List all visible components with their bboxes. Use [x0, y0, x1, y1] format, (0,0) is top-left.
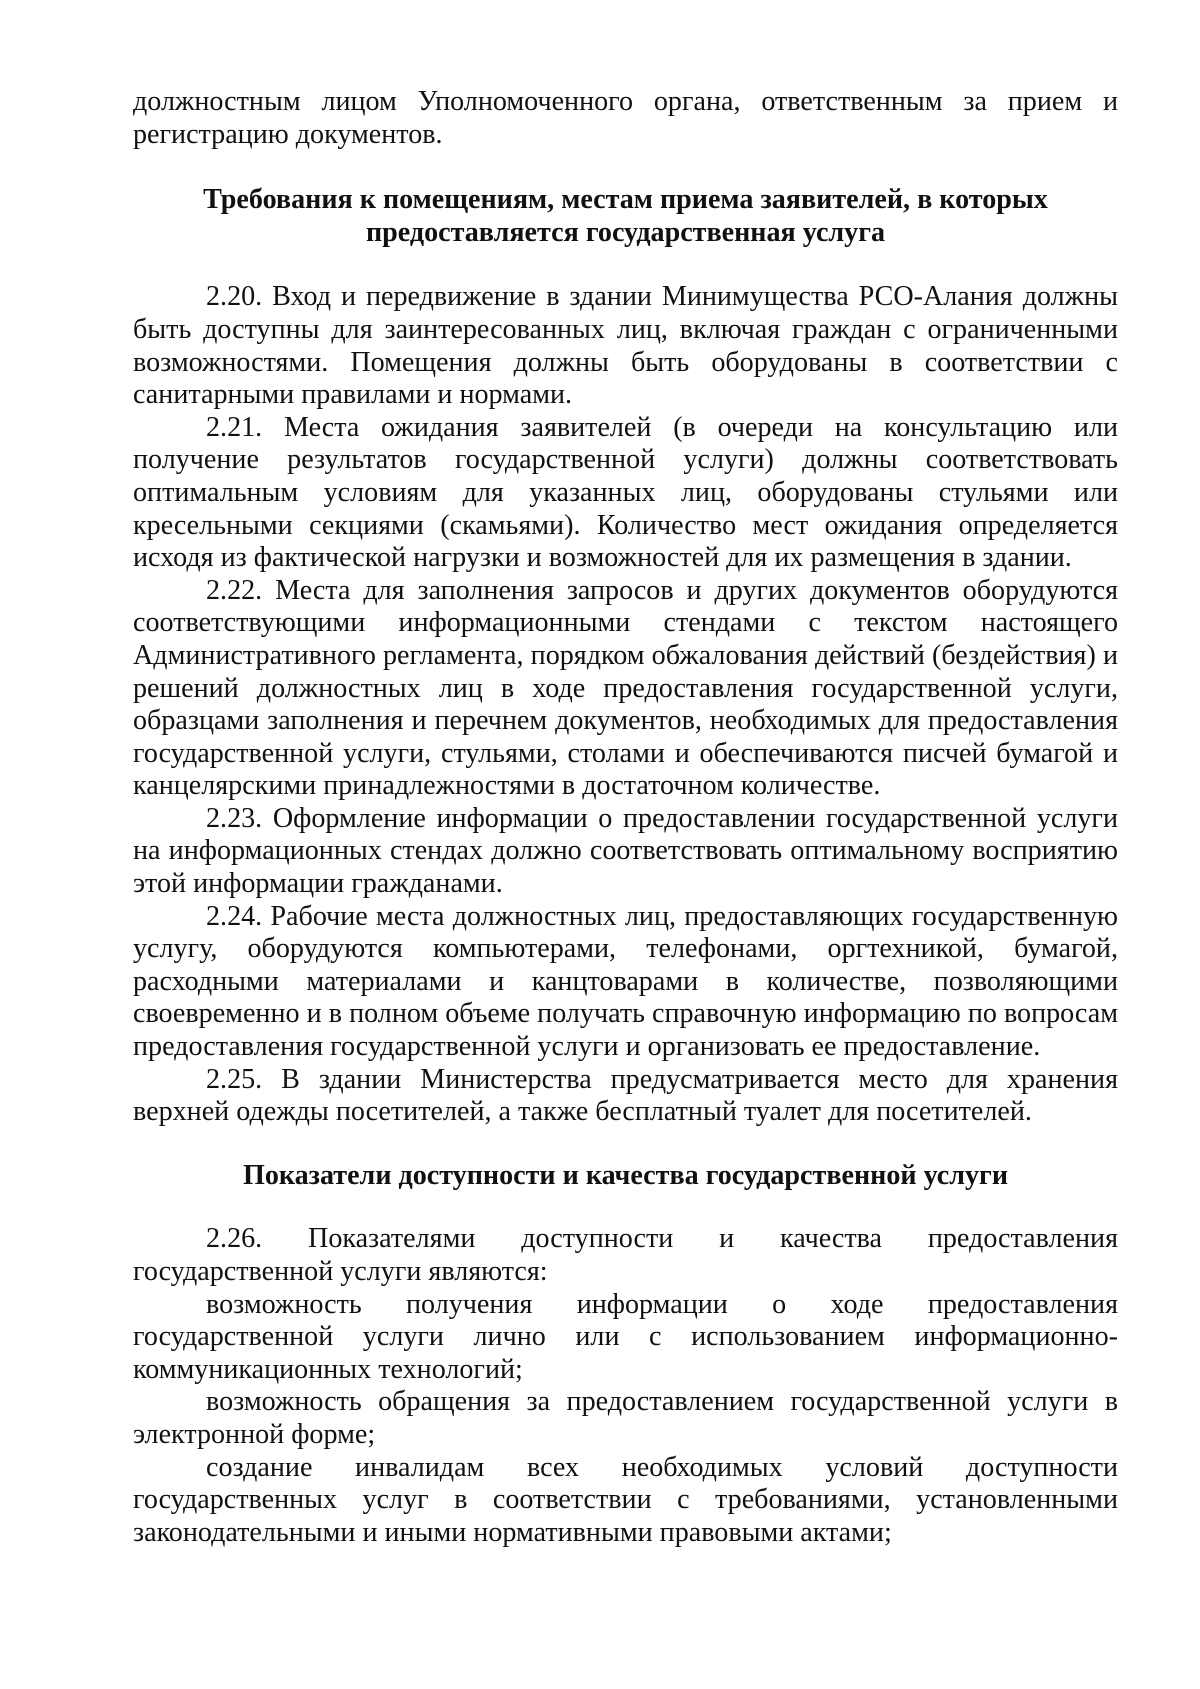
document-body	[133, 86, 1118, 1549]
paragraph-2-22: 2.22. Места для заполнения запросов и других документов оборудуются соответствующими информационными стендами с текстом настоящего Административного регламента, порядком обжалования действий (бездействия) и решений должностных лиц в ходе предоставления государственной услуги, образцами заполнения и перечнем документов, необходимых для предоставления государственной услуги, стульями, столами и обеспечиваются писчей бумагой и канцелярскими принадлежностями в достаточном количестве.	[133, 574, 1118, 802]
intro-paragraph: должностным лицом Уполномоченного органа, ответственным за прием и регистрацию документов.	[133, 86, 1118, 150]
section-heading-indicators: Показатели доступности и качества государственной услуги	[242, 1159, 1009, 1191]
paragraph-2-23: 2.23. Оформление информации о предоставлении государственной услуги на информационных стендах должно соответствовать оптимальному восприятию этой информации гражданами.	[133, 802, 1118, 900]
paragraph-2-20: 2.20. Вход и передвижение в здании Минимущества РСО-Алания должны быть доступны для заинтересованных лиц, включая граждан с ограниченными возможностями. Помещения должны быть оборудованы в соответствии с санитарными правилами и нормами.	[133, 281, 1118, 411]
paragraph-2-24: 2.24. Рабочие места должностных лиц, предоставляющих государственную услугу, оборудуются компьютерами, телефонами, оргтехникой, бумагой, расходными материалами и канцтоварами в количестве, позволяющими своевременно и в полном объеме получать справочную информацию по вопросам предоставления государственной услуги и организовать ее предоставление.	[133, 900, 1118, 1063]
list-item: возможность получения информации о ходе предоставления государственной услуги лично или с использованием информационно-коммуникационных технологий;	[133, 1288, 1118, 1385]
paragraph-2-21: 2.21. Места ожидания заявителей (в очереди на консультацию или получение результатов государственной услуги) должны соответствовать оптимальным условиям для указанных лиц, оборудованы стульями или кресельными секциями (скамьями). Количество мест ожидания определяется исходя из фактической нагрузки и возможностей для их размещения в здании.	[133, 411, 1118, 574]
list-item: возможность обращения за предоставлением государственной услуги в электронной форме;	[133, 1386, 1118, 1450]
paragraph-2-26: 2.26. Показателями доступности и качества предоставления государственной услуги являются:	[133, 1223, 1118, 1287]
section-heading-premises: Требования к помещениям, местам приема заявителей, в которых предоставляется государственная услуга	[203, 184, 1048, 248]
paragraph-2-25: 2.25. В здании Министерства предусматривается место для хранения верхней одежды посетителей, а также бесплатный туалет для посетителей.	[133, 1063, 1118, 1128]
list-item: создание инвалидам всех необходимых условий доступности государственных услуг в соответствии с требованиями, установленными законодательными и иными нормативными правовыми актами;	[133, 1451, 1118, 1548]
